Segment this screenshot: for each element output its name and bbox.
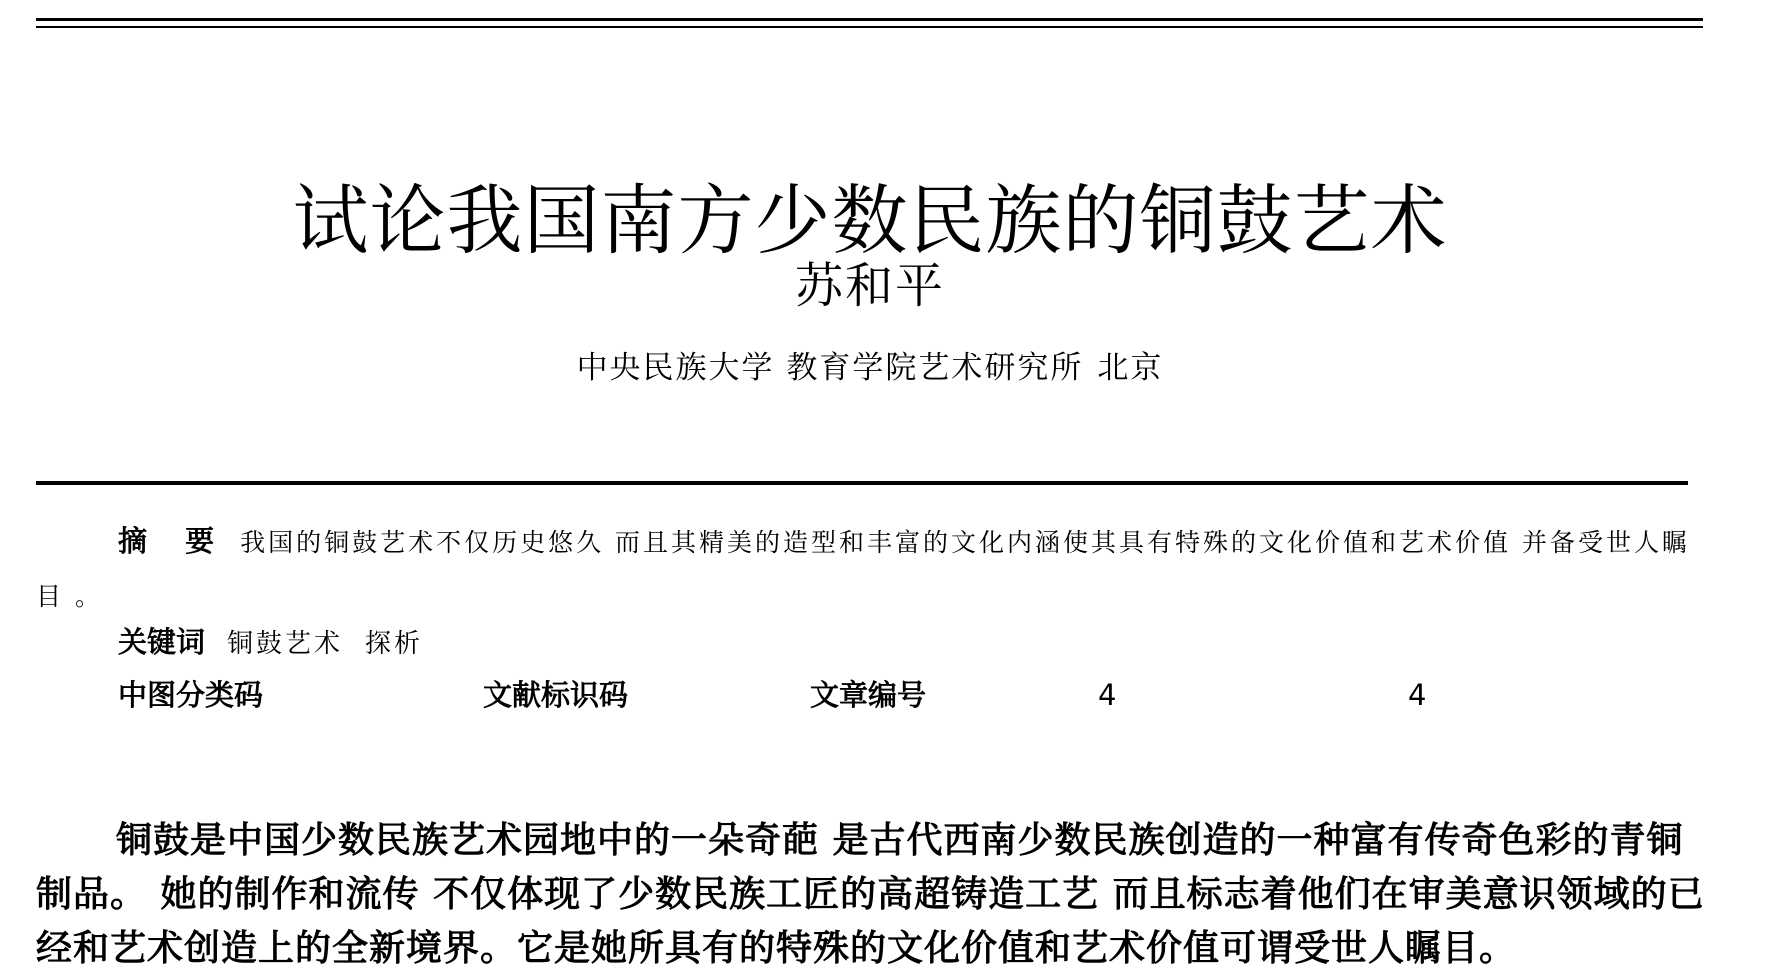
abstract-text: 我国的铜鼓艺术不仅历史悠久 而且其精美的造型和丰富的文化内涵使其具有特殊的文化价值和艺术价值 并备受世人瞩目 。	[36, 528, 1691, 611]
author-name: 苏和平	[794, 258, 945, 314]
classification-row	[118, 673, 1678, 717]
body-paragraph: 铜鼓是中国少数民族艺术园地中的一朵奇葩 是古代西南少数民族创造的一种富有传奇色彩的青铜制品。 她的制作和流传 不仅体现了少数民族工匠的高超铸造工艺 而且标志着他们在审美意识领域的已经和艺术创造上的全新境界。它是她所具有的特殊的文化价值和艺术价值可谓受世人瞩目。	[36, 820, 1705, 969]
affiliation-city: 北京	[1097, 350, 1164, 386]
paper-title: 试论我国南方少数民族的铜鼓艺术	[292, 175, 1448, 265]
keywords-label: 关键词	[118, 625, 206, 659]
header-rule-thin	[36, 26, 1703, 28]
keyword-item: 铜鼓艺术	[227, 629, 344, 659]
author-affiliation	[0, 348, 1740, 388]
keywords-line	[118, 620, 445, 666]
affiliation-institution: 中央民族大学 教育学院艺术研究所	[576, 350, 1084, 386]
keyword-item: 探析	[365, 629, 424, 659]
abstract-paragraph	[36, 514, 1703, 624]
header-rule-thick	[36, 18, 1703, 21]
classification-value: 4	[1408, 678, 1427, 712]
abstract-label: 摘 要	[118, 524, 229, 558]
article-no-label: 文章编号	[810, 678, 927, 712]
classification-value: 4	[1098, 678, 1117, 712]
doc-id-label: 文献标识码	[483, 678, 629, 712]
clc-label: 中图分类码	[118, 678, 264, 712]
section-divider	[36, 481, 1688, 485]
